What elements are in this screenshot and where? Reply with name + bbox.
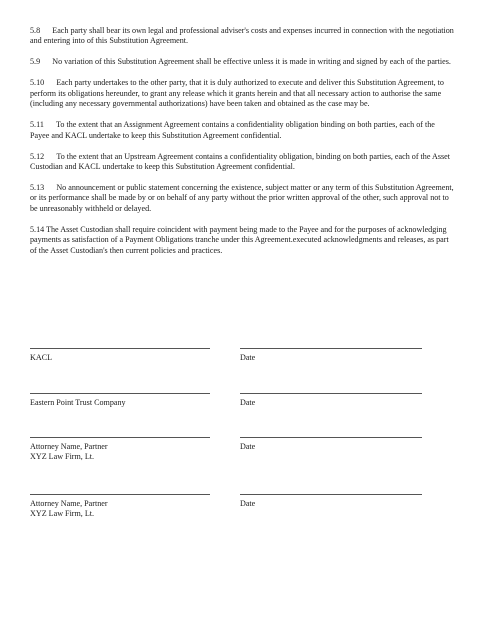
clause-5-12 [30, 152, 455, 173]
clause-5-13 [30, 183, 455, 214]
signatory-line-1: KACL [30, 353, 53, 362]
clause-number: 5.10 [30, 78, 45, 88]
clause-text: To the extent that an Assignment Agreement contains a confidentiality obligation binding on both parties, each of the Payee and KACL undertake to keep this Substitution Agreement confidential. [30, 120, 435, 140]
date-label: Date [240, 442, 256, 451]
clause-5-10 [30, 78, 455, 109]
clause-number: 5.13 [30, 183, 45, 193]
clause-5-11 [30, 120, 455, 141]
date-line [240, 437, 422, 438]
clause-text: No variation of this Substitution Agreement shall be effective unless it is made in writing and signed by each of the parties. [52, 57, 451, 67]
date-label: Date [240, 398, 256, 407]
clause-number: 5.14 [30, 224, 45, 234]
clause-number: 5.9 [30, 57, 41, 67]
clause-5-8 [30, 26, 455, 47]
clause-text: Each party undertakes to the other party, that it is duly authorized to execute and deliver this Substitution Agreement, to perform its obligations hereunder, to grant any release which it grants herein and that all necessary action to authorise the same (including any necessary governmental authorizations) have been taken and obtained as the case may be. [30, 78, 444, 109]
clause-text: No announcement or public statement concerning the existence, subject matter or any term of this Substitution Agreement, or its performance shall be made by or on behalf of any party without the prior written approval of the other, such approval not to be unreasonably withheld or delayed. [30, 183, 454, 213]
signatory-line-1: Attorney Name, Partner [30, 499, 108, 508]
signatory-line-2: XYZ Law Firm, Lt. [30, 452, 95, 462]
date-line [240, 494, 422, 495]
signatory-name [30, 499, 210, 520]
date-line [240, 393, 422, 394]
signature-line [30, 494, 210, 495]
clause-number: 5.11 [30, 120, 44, 130]
clause-number: 5.12 [30, 151, 45, 161]
signature-block-kacl [30, 348, 425, 388]
signature-line [30, 437, 210, 438]
signature-line [30, 348, 210, 349]
signature-block-trust-company [30, 393, 425, 433]
signature-block-attorney-1 [30, 437, 425, 477]
clause-5-14 [30, 225, 455, 256]
signatory-name [30, 398, 210, 408]
signature-line [30, 393, 210, 394]
signatory-line-1: Eastern Point Trust Company [30, 398, 126, 407]
date-line [240, 348, 422, 349]
clause-number: 5.8 [30, 26, 41, 35]
signatory-line-1: Attorney Name, Partner [30, 442, 108, 451]
signature-block-attorney-2 [30, 494, 425, 534]
signatory-name [30, 442, 210, 463]
clause-text: Each party shall bear its own legal and professional adviser's costs and expenses incurred in connection with the negotiation and entering into of this Substitution Agreement. [30, 26, 454, 46]
date-label: Date [240, 353, 256, 362]
clause-text: The Asset Custodian shall require coincident with payment being made to the Payee and for the purposes of acknowledging payments as satisfaction of a Payment Obligations tranche under this Agreement.executed acknowledgments and releases, as part of the Asset Custodian's then current policies and practices. [30, 224, 449, 255]
signatory-line-2: XYZ Law Firm, Lt. [30, 509, 95, 519]
date-label: Date [240, 499, 256, 508]
clause-5-9 [30, 57, 455, 67]
signatory-name [30, 353, 210, 363]
clause-text: To the extent that an Upstream Agreement contains a confidentiality obligation, binding on both parties, each of the Asset Custodian and KACL undertake to keep this Substitution Agreement confidential. [30, 151, 450, 172]
clause-list [30, 26, 455, 267]
